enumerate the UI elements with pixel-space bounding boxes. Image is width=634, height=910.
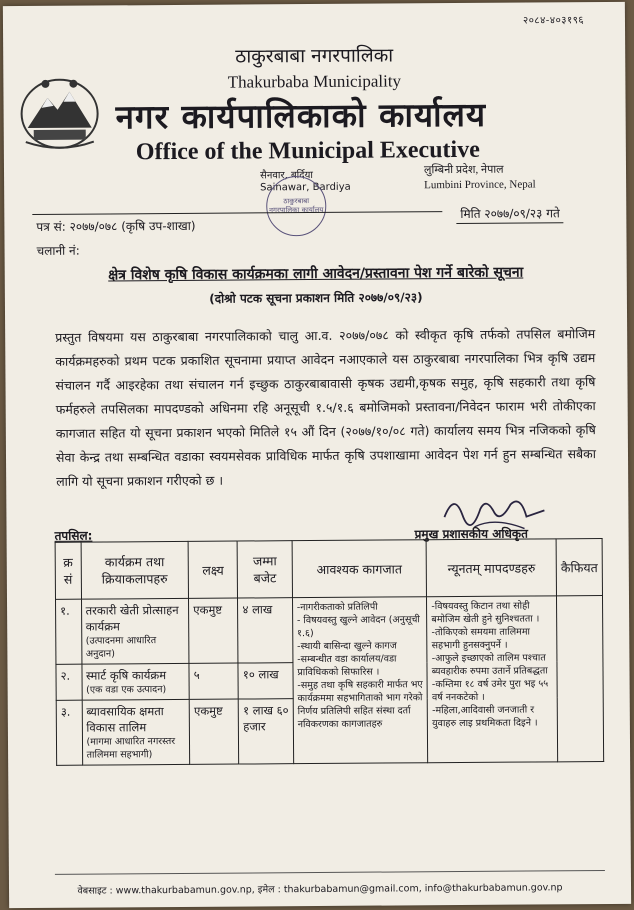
documents-cell: -नागरीकताको प्रतिलिपी - विषयवस्तु खुल्ने आवेदन (अनुसूची १.६) -स्थायी बासिन्दा खुल्ने कागज -सम्बन्धीत वडा कार्यालय/वडा प्राविधिकको सिफारिस । -समुह तथा कृषि सहकारी मार्फत भए कार्यक्रममा सहभागिताको भाग गरेको निर्णय प्रतिलिपी सहित संस्था दर्ता नविकरणका कागजातहरु xyxy=(292,597,428,764)
dispatch-number: चलानी नं: xyxy=(36,243,80,258)
row-budget: १० लाख xyxy=(238,663,293,699)
row-target: ५ xyxy=(189,663,238,699)
program-table xyxy=(55,538,605,766)
program-name: ब्यावसायिक क्षमता विकास तालिम xyxy=(86,704,164,735)
letter-reference: पत्र सं: २०७७/०७८ (कृषि उप-शाखा) xyxy=(36,218,196,234)
program-name: स्मार्ट कृषि कार्यक्रम xyxy=(85,668,167,683)
row-budget: १ लाख ६० हजार xyxy=(239,699,294,764)
table-row xyxy=(56,596,603,665)
col-header-documents: आवश्यक कागजात xyxy=(292,540,427,598)
row-program xyxy=(81,663,189,700)
notice-body: प्रस्तुत विषयमा यस ठाकुरबाबा नगरपालिकाको चालु आ.व. २०७७/०७८ को स्वीकृत कृषि तर्फको तपसिल बमोजिम कार्यक्रमहरुको प्रथम पटक प्रकाशित सूचनामा प्रयाप्त आवेदन नआएकाले यस ठाकुरबाबा नगरपालिका भित्र कृषि उद्यम संचालन गर्दै आइरहेका तथा संचालन गर्न इच्छुक ठाकुरबाबावासी कृषक उद्यमी,कृषक समुह, कृषि सहकारी तथा कृषि फर्महरुले तपसिलका मापदण्डको अधिनमा रहि अनूसूची १.५/१.६ बमोजिमको प्रस्तावना/निवेदन फाराम भरी तोकीएका कागजात सहित यो सूचना प्रकाशन भएको मितिले १५ औं दिन (२०७७/१०/०८ गते) कार्यालय समय भित्र नजिकको कृषि सेवा केन्द्र तथा सम्बन्धित वडाका स्वयमसेवक प्राविधिक मार्फत कृषि उपशाखामा आवेदन पेश गर्न हुन सम्बन्धित सबैका लागि यो सूचना प्रकाशन गरीएको छ । xyxy=(55,326,597,489)
row-sn: २. xyxy=(56,664,82,700)
stamp-text: ठाकुरबाबा नगरपालिका कार्यालय xyxy=(269,197,324,215)
address-right xyxy=(424,162,536,193)
program-note: (एक वडा एक उत्पादन) xyxy=(86,684,167,696)
footer-contact: वेबसाइट : www.thakurbabamun.gov.np, इमेल : thakurbabamun@gmail.com, info@thakurbabamun.gov.np xyxy=(77,882,563,897)
notice-document xyxy=(3,2,631,908)
notice-subtitle: (दोश्रो पटक सूचना प्रकाशन मिति २०७७/०९/२३) xyxy=(209,290,423,306)
col-header-program: कार्यक्रम तथा क्रियाकलापहरु xyxy=(81,541,189,599)
program-note: (उत्पादनमा आधारित अनुदान) xyxy=(85,635,157,660)
letter-date: मिति २०७७/०९/२३ गते xyxy=(456,204,564,224)
table-label: तपसिल: xyxy=(54,528,93,543)
program-name: तरकारी खेती प्रोत्साहन कार्यक्रम xyxy=(85,602,179,634)
row-program xyxy=(81,598,189,664)
row-sn: ३. xyxy=(56,700,82,765)
address-right-nepali: लुम्बिनी प्रदेश, नेपाल xyxy=(423,163,504,177)
municipality-name-nepali: ठाकुरबाबा नगरपालिका xyxy=(235,44,394,68)
table-header-row xyxy=(55,539,602,600)
row-program xyxy=(82,699,190,765)
municipality-name-english: Thakurbaba Municipality xyxy=(227,71,402,92)
address-left-nepali: सैनवार, बर्दिया xyxy=(260,170,314,182)
row-budget: ४ लाख xyxy=(238,598,293,663)
office-stamp xyxy=(266,176,326,236)
row-target: एकमुष्ट xyxy=(189,598,239,663)
footer-divider xyxy=(55,870,605,875)
notice-title: क्षेत्र विशेष कृषि विकास कार्यक्रमका लागी आवेदन/प्रस्तावना पेश गर्ने बारेको सूचना xyxy=(108,264,524,284)
program-note: (मागमा आधारित नगरस्तर तालिममा सहभागी) xyxy=(86,735,176,761)
criteria-cell: -विषयवस्तु किटान तथा सोही बमोजिम खेती हुने सुनिश्चतता । -तोकिएको समयमा तालिममा सहभागी हुनसक्नुपर्ने । -आफुले इच्छाएको तालिम पश्चात ब्यवहारीक रुपमा उतार्ने प्रतिबद्धता -कम्तिमा १८ वर्ष उमेर पुरा भइ ५५ वर्ष ननकटेको । -महिला,आदिवासी जनजाती र युवाहरु लाइ प्रथमिकता दिइने । xyxy=(427,596,558,763)
row-target: एकमुष्ट xyxy=(189,699,239,764)
address-right-english: Lumbini Province, Nepal xyxy=(424,178,536,192)
col-header-criteria: न्यूनतम् मापदण्डहरु xyxy=(426,539,556,597)
address-left-english: Sainawar, Bardiya xyxy=(260,181,351,194)
col-header-sn: क्र सं xyxy=(55,542,81,599)
col-header-target: लक्ष्य xyxy=(188,541,238,598)
remarks-cell xyxy=(557,596,604,762)
signatory-title: प्रमुख प्रशासकीय अधिकृत xyxy=(414,526,528,542)
col-header-budget: जम्मा बजेट xyxy=(237,541,292,598)
office-title-english: Office of the Municipal Executive xyxy=(135,136,480,166)
col-header-remarks: कैफियत xyxy=(556,539,602,596)
header-divider xyxy=(32,211,442,215)
reference-number: २०८४-४०३१९६ xyxy=(522,15,585,27)
office-title-nepali: नगर कार्यपालिकाको कार्यालय xyxy=(115,94,487,137)
row-sn: १. xyxy=(56,599,82,664)
